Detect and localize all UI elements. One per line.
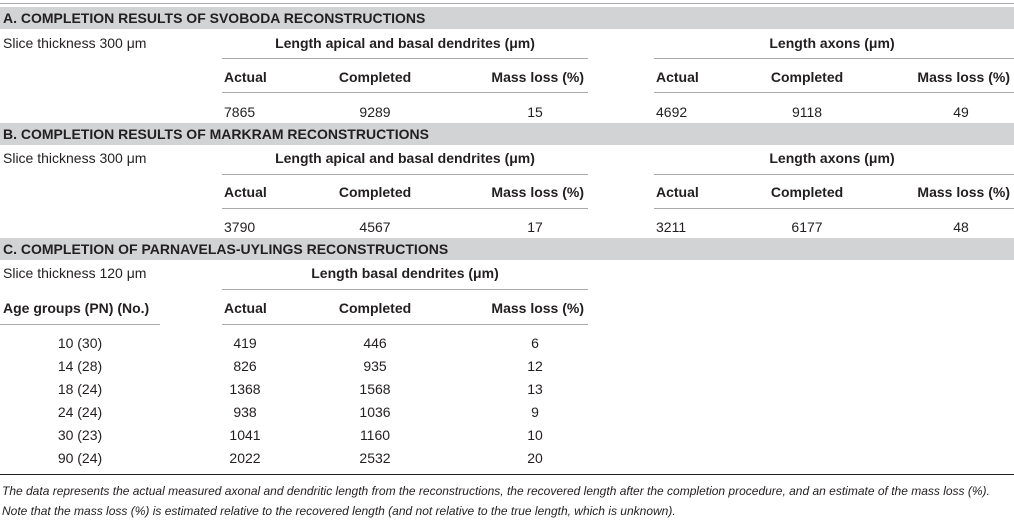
section-a-axons-rule <box>654 58 1014 59</box>
section-c-col-rule <box>222 324 588 325</box>
section-a-dendrites-completed: 9289 <box>359 104 391 120</box>
section-c-col-completed: Completed <box>338 300 412 316</box>
section-a-axons-actual: 4692 <box>656 104 688 120</box>
table-row-mass-loss: 13 <box>527 381 543 397</box>
table-row-mass-loss: 10 <box>527 427 543 443</box>
section-b-axons-mass-loss: 48 <box>953 219 969 235</box>
section-c-dendrites-rule <box>222 289 588 290</box>
section-a-col-completed-axons: Completed <box>770 69 844 85</box>
table-row-age: 10 (30) <box>57 335 103 351</box>
section-a-col-mass-loss: Mass loss (%) <box>491 69 584 85</box>
section-a-dendrites-actual: 7865 <box>224 104 256 120</box>
section-c-slice-thickness: Slice thickness 120 μm <box>3 265 147 281</box>
table-row-age: 90 (24) <box>57 450 103 466</box>
section-c-age-rule <box>0 324 160 325</box>
section-b-dendrites-rule <box>222 174 588 175</box>
section-c-col-actual: Actual <box>224 300 267 316</box>
table-row-mass-loss: 12 <box>527 358 543 374</box>
table-row-completed: 1160 <box>359 427 391 443</box>
table-row-actual: 826 <box>233 358 257 374</box>
section-b-dendrites-header: Length apical and basal dendrites (μm) <box>275 150 535 166</box>
section-a-dendrites-mass-loss: 15 <box>527 104 543 120</box>
section-b-axons-actual: 3211 <box>656 219 687 235</box>
section-b-col-rule <box>222 208 588 209</box>
section-b-axons-header: Length axons (μm) <box>769 150 895 166</box>
section-b-dendrites-actual: 3790 <box>224 219 256 235</box>
table-row-mass-loss: 20 <box>527 450 543 466</box>
section-b-col-mass-loss-axons: Mass loss (%) <box>917 184 1010 200</box>
section-b-slice-thickness: Slice thickness 300 μm <box>3 150 147 166</box>
section-a-axons-completed: 9118 <box>791 104 823 120</box>
top-rule <box>0 3 1014 4</box>
section-c-dendrites-header: Length basal dendrites (μm) <box>311 265 499 281</box>
table-row-completed: 1568 <box>359 381 391 397</box>
section-b-col-completed: Completed <box>338 184 412 200</box>
table-row-completed: 1036 <box>359 404 391 420</box>
section-a-col-actual: Actual <box>224 69 267 85</box>
section-a-dendrites-rule <box>222 58 588 59</box>
section-b-col-actual-axons: Actual <box>656 184 699 200</box>
section-b-col-actual: Actual <box>224 184 267 200</box>
section-b-axons-completed: 6177 <box>791 219 823 235</box>
table-row-actual: 938 <box>233 404 257 420</box>
section-a-col-mass-loss-axons: Mass loss (%) <box>917 69 1010 85</box>
table-row-actual: 1041 <box>229 427 261 443</box>
section-a-col-actual-axons: Actual <box>656 69 699 85</box>
section-b-col-mass-loss: Mass loss (%) <box>491 184 584 200</box>
section-a-slice-thickness: Slice thickness 300 μm <box>3 35 147 51</box>
section-c-col-mass-loss: Mass loss (%) <box>491 300 584 316</box>
table-row-completed: 2532 <box>359 450 391 466</box>
section-b-banner <box>0 123 1014 145</box>
section-b-col-rule-axons <box>654 208 1014 209</box>
section-c-title: C. COMPLETION OF PARNAVELAS-UYLINGS RECONSTRUCTIONS <box>3 241 449 257</box>
section-b-dendrites-completed: 4567 <box>359 219 391 235</box>
section-a-col-rule <box>222 92 588 93</box>
table-row-actual: 1368 <box>229 381 261 397</box>
table-row-age: 14 (28) <box>57 358 103 374</box>
table-footnote: The data represents the actual measured axonal and dendritic length from the reconstructions, the recovered length after the completion procedure, and an estimate of the mass loss (%). Note that the mass loss (%) is estimated relative to the recovered length (and not relative to the true length, which is unknown). <box>2 484 990 518</box>
table-row-completed: 935 <box>363 358 387 374</box>
section-b-axons-rule <box>654 174 1014 175</box>
bottom-rule <box>0 474 1014 475</box>
section-a-banner <box>0 7 1014 29</box>
table-row-actual: 419 <box>233 335 257 351</box>
section-a-col-completed: Completed <box>338 69 412 85</box>
table-row-actual: 2022 <box>229 450 261 466</box>
section-a-axons-mass-loss: 49 <box>953 104 969 120</box>
section-c-col-age: Age groups (PN) (No.) <box>3 300 150 316</box>
section-c-banner <box>0 238 1014 260</box>
section-a-axons-header: Length axons (μm) <box>769 35 895 51</box>
table-row-mass-loss: 6 <box>531 335 539 351</box>
table-row-age: 24 (24) <box>57 404 103 420</box>
section-b-title: B. COMPLETION RESULTS OF MARKRAM RECONSTRUCTIONS <box>3 126 429 142</box>
section-a-title: A. COMPLETION RESULTS OF SVOBODA RECONSTRUCTIONS <box>3 10 426 26</box>
section-a-dendrites-header: Length apical and basal dendrites (μm) <box>275 35 535 51</box>
section-b-dendrites-mass-loss: 17 <box>527 219 543 235</box>
table-row-mass-loss: 9 <box>531 404 539 420</box>
table-row-age: 18 (24) <box>57 381 103 397</box>
table-row-age: 30 (23) <box>57 427 103 443</box>
section-b-col-completed-axons: Completed <box>770 184 844 200</box>
table-row-completed: 446 <box>363 335 387 351</box>
section-a-col-rule-axons <box>654 92 1014 93</box>
